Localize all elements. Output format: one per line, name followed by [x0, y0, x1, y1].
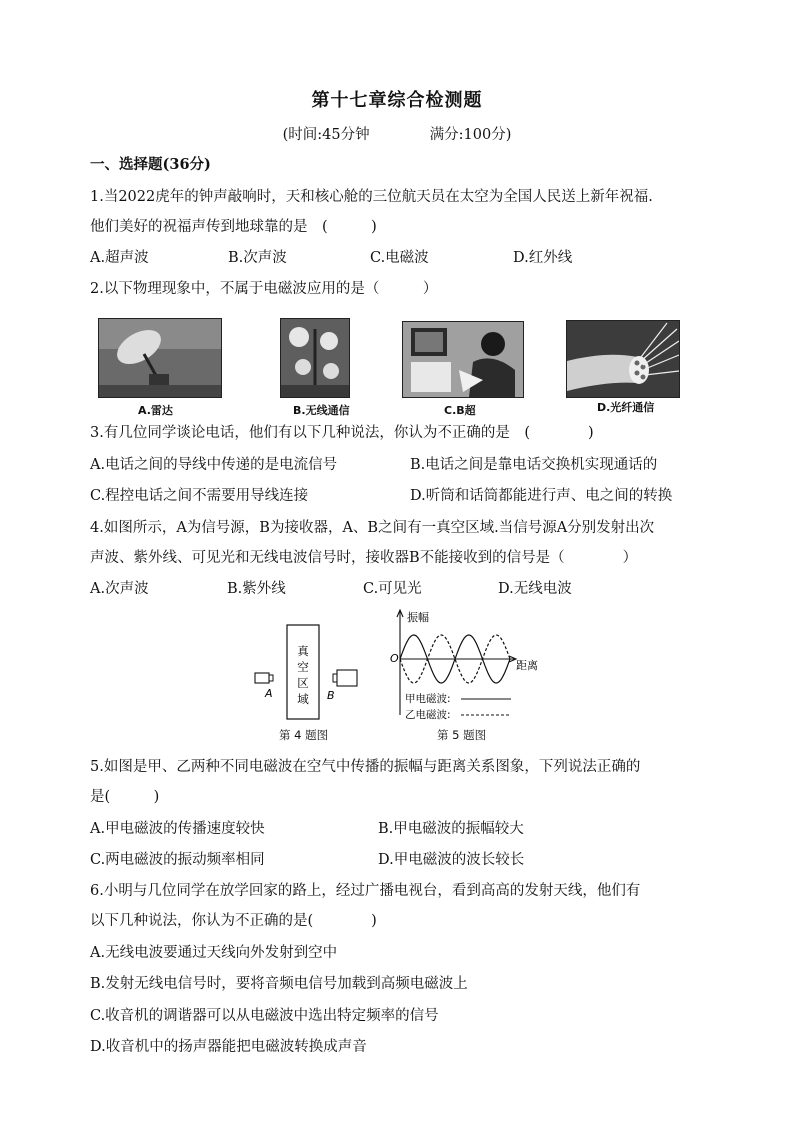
- q5-option-c: C.两电磁波的振动频率相同: [90, 852, 265, 868]
- q3-option-d: D.听筒和话筒都能进行声、电之间的转换: [410, 488, 673, 504]
- q3-option-b: B.电话之间是靠电话交换机实现通话的: [410, 457, 658, 473]
- q6-option-b: B.发射无线电信号时，要将音频电信号加载到高频电磁波上: [90, 976, 468, 992]
- q4-option-a: A.次声波: [90, 581, 149, 597]
- q3-option-a: A.电话之间的导线中传递的是电流信号: [90, 457, 338, 473]
- q1-option-c: C.电磁波: [370, 250, 429, 266]
- antenna-photo: [280, 318, 350, 398]
- subtitle: [0, 123, 794, 144]
- q4-option-d: D.无线电波: [498, 581, 572, 597]
- q1-stem-line1: 1.当2022虎年的钟声敲响时，天和核心舱的三位航天员在太空为全国人民送上新年祝福.: [90, 189, 653, 205]
- q6-stem-line2: 以下几种说法，你认为不正确的是( ): [90, 913, 377, 929]
- q4-option-c: C.可见光: [363, 581, 422, 597]
- q1-option-b: B.次声波: [228, 250, 287, 266]
- legend-a-label: 甲电磁波:: [405, 693, 451, 705]
- y-axis-label: 振幅: [407, 611, 429, 624]
- q4-stem-line2: 声波、紫外线、可见光和无线电波信号时，接收器B不能接收到的信号是（ ）: [90, 550, 638, 566]
- label-b: B: [327, 689, 335, 702]
- q2-caption-a: A.雷达: [138, 404, 173, 417]
- q6-option-d: D.收音机中的扬声器能把电磁波转换成声音: [90, 1039, 367, 1055]
- q1-stem-line2: 他们美好的祝福声传到地球靠的是 ( ): [90, 219, 377, 235]
- q5-option-b: B.甲电磁波的振幅较大: [378, 821, 524, 837]
- q5-option-d: D.甲电磁波的波长较长: [378, 852, 525, 868]
- figure-4-diagram: [245, 615, 375, 725]
- q2-caption-d: D.光纤通信: [597, 401, 655, 414]
- signal-source-box: [255, 673, 269, 683]
- figure-5-graph: [385, 607, 550, 727]
- page-title: 第十七章综合检测题: [311, 90, 483, 111]
- q5-stem-line2: 是( ): [90, 789, 160, 805]
- time-limit: (时间:45分钟: [282, 127, 370, 143]
- receiver-port: [333, 674, 337, 682]
- figure-5-caption: 第 5 题图: [437, 728, 487, 742]
- q5-stem-line1: 5.如图是甲、乙两种不同电磁波在空气中传播的振幅与距离关系图象，下列说法正确的: [90, 759, 641, 775]
- q4-stem-line1: 4.如图所示，A为信号源，B为接收器，A、B之间有一真空区域.当信号源A分别发射出次: [90, 520, 655, 536]
- q6-option-c: C.收音机的调谐器可以从电磁波中选出特定频率的信号: [90, 1008, 439, 1024]
- q3-stem: 3.有几位同学谈论电话，他们有以下几种说法，你认为不正确的是 ( ): [90, 425, 594, 441]
- q5-option-a: A.甲电磁波的传播速度较快: [90, 821, 265, 837]
- label-a: A: [265, 687, 273, 700]
- receiver-box: [337, 670, 357, 686]
- section-heading: 一、选择题(36分): [90, 156, 211, 173]
- region-char-3: 区: [297, 676, 309, 690]
- q1-option-d: D.红外线: [513, 250, 573, 266]
- fiber-optic-photo: [566, 320, 680, 398]
- origin-label: O: [390, 652, 399, 665]
- q6-option-a: A.无线电波要通过天线向外发射到空中: [90, 945, 338, 961]
- ultrasound-photo: [402, 321, 524, 398]
- radar-dish-photo: [98, 318, 222, 398]
- q2-caption-b: B.无线通信: [293, 404, 350, 417]
- q4-option-b: B.紫外线: [227, 581, 286, 597]
- full-score: 满分:100分): [429, 127, 512, 143]
- x-axis-label: 距离: [516, 659, 538, 672]
- q2-caption-c: C.B超: [444, 404, 476, 417]
- region-char-2: 空: [297, 660, 309, 674]
- legend-b-label: 乙电磁波:: [405, 709, 451, 721]
- region-char-1: 真: [297, 644, 309, 658]
- q2-stem: 2.以下物理现象中，不属于电磁波应用的是（ ）: [90, 281, 438, 297]
- q3-option-c: C.程控电话之间不需要用导线连接: [90, 488, 309, 504]
- q1-option-a: A.超声波: [90, 250, 149, 266]
- figure-4-caption: 第 4 题图: [279, 728, 329, 742]
- q6-stem-line1: 6.小明与几位同学在放学回家的路上，经过广播电视台，看到高高的发射天线，他们有: [90, 883, 641, 899]
- signal-source-nozzle: [269, 675, 273, 681]
- region-char-4: 域: [297, 692, 309, 706]
